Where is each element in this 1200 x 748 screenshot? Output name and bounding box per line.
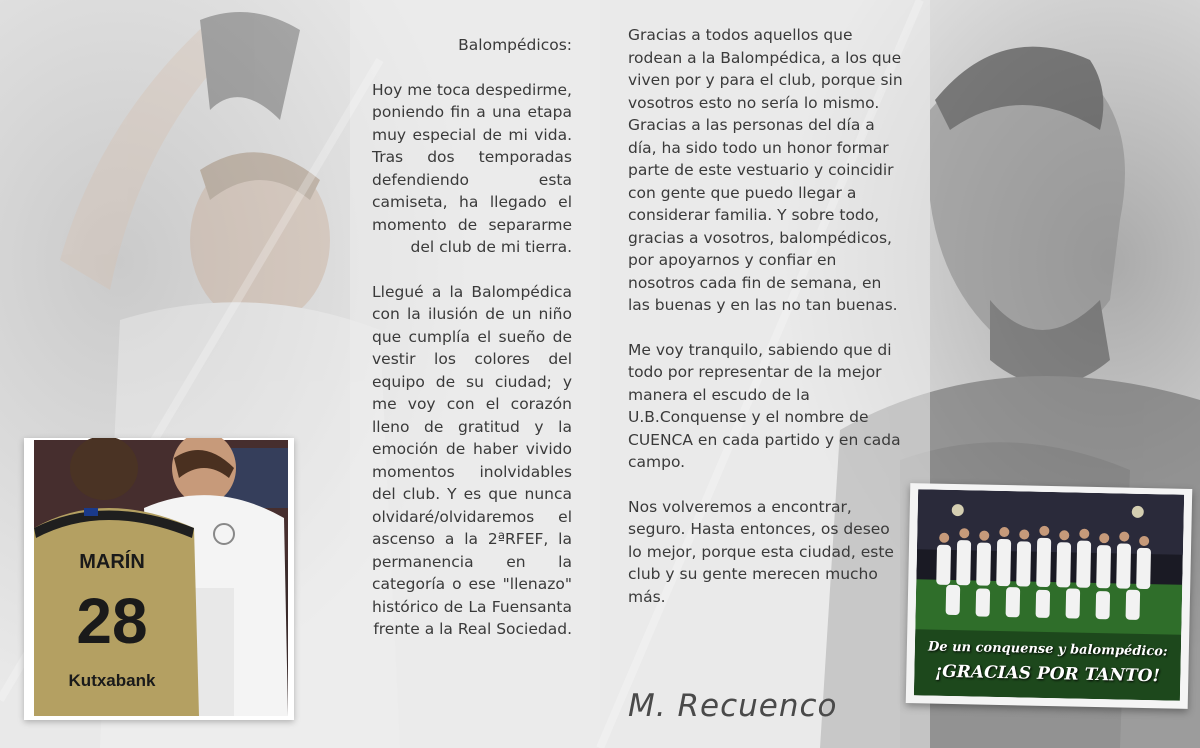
team-photo — [906, 483, 1193, 709]
photo-caption-line2: ¡GRACIAS POR TANTO! — [934, 661, 1161, 687]
letter-paragraph: Hoy me toca despedirme, poniendo fin a una etapa muy especial de mi vida. Tras dos temporadas defendiendo esta camiseta, ha llegado el momento de separarme del club de mi tierra. — [372, 80, 572, 256]
signature: M. Recuenco — [628, 688, 838, 724]
letter-left-column — [372, 34, 572, 663]
letter-paragraph: Nos volveremos a encontrar, seguro. Hasta entonces, os deseo lo mejor, porque esta ciudad, este club y su gente merecen mucho más. — [628, 497, 894, 606]
jersey-number: 28 — [76, 585, 148, 657]
jersey-name: MARÍN — [79, 551, 145, 573]
letter-paragraph: Me voy tranquilo, sabiendo que di todo por representar de la mejor manera el escudo de la U.B.Conquense y el nombre de CUENCA en cada partido y en cada campo. — [628, 340, 901, 471]
letter-paragraph: Llegué a la Balompédica con la ilusión de un niño que cumplía el sueño de vestir los colores del equipo de su ciudad; y me voy con el corazón lleno de gratitud y la emoción de haber vivido momentos inolvidables del club. Y es que nunca olvidaré/olvidaremos el ascenso a la 2ªRFEF, la permanencia en la categoría o ese "llenazo" histórico de La Fuensanta frente a la Real Sociedad. — [372, 282, 572, 638]
jersey-sponsor: Kutxabank — [68, 671, 156, 690]
letter-right-column — [628, 24, 906, 630]
match-photo — [24, 438, 294, 720]
photo-caption-line1: De un conquense y balompédico: — [927, 639, 1168, 660]
letter-greeting: Balompédicos: — [458, 36, 572, 54]
match-photo-image — [24, 438, 294, 720]
letter-paragraph: Gracias a todos aquellos que rodean a la Balompédica, a los que viven por y para el club, porque sin vosotros esto no sería lo mismo. Gracias a las personas del día a día, ha sido todo un honor formar parte de este vestuario y coincidir con gente que puedo llegar a considerar familia. Y sobre todo, gracias a vosotros, balompédicos, por apoyarnos y confiar en nosotros cada fin de semana, en las buenas y en las no tan buenas. — [628, 26, 903, 314]
